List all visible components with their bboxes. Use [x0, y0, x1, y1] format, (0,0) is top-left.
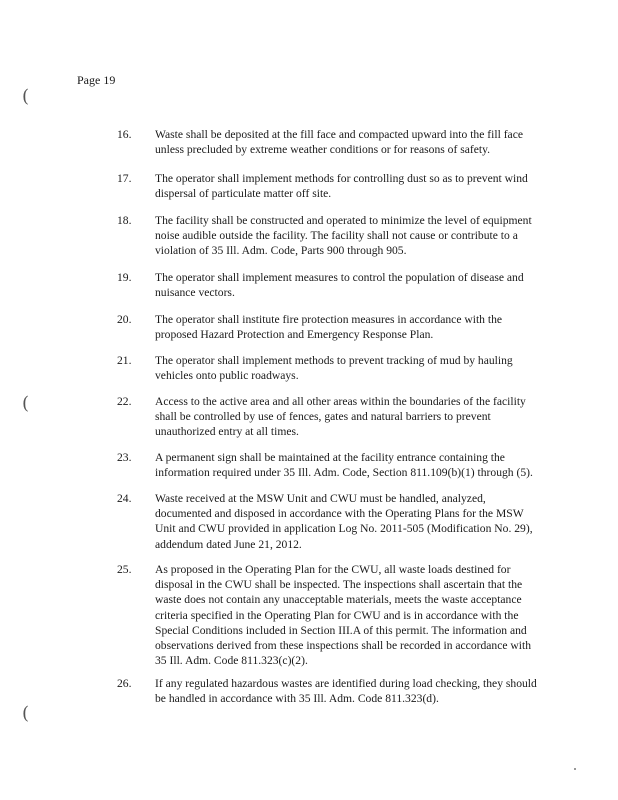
condition-number: 24. — [117, 492, 132, 505]
condition-item — [117, 491, 562, 552]
condition-text: If any regulated hazardous wastes are identified during load checking, they should be handled in accordance with 35 Ill. Adm. Code 811.323(d). — [155, 677, 537, 706]
condition-item — [117, 394, 562, 440]
condition-text: The operator shall institute fire protection measures in accordance with the proposed Hazard Protection and Emergency Response Plan. — [155, 313, 503, 342]
condition-item — [117, 312, 562, 342]
condition-text: The facility shall be constructed and operated to minimize the level of equipment noise audible outside the facility. The facility shall not cause or contribute to a violation of 35 Ill. Adm. Code, Parts 900 through 905. — [155, 214, 532, 258]
condition-item — [117, 127, 562, 157]
condition-number: 22. — [117, 395, 132, 408]
condition-text: Waste shall be deposited at the fill face and compacted upward into the fill face unless precluded by extreme weather conditions or for reasons of safety. — [155, 128, 523, 157]
condition-text: As proposed in the Operating Plan for the CWU, all waste loads destined for disposal in the CWU shall be inspected. The inspections shall ascertain that the waste does not contain any unacceptable materials, meets the waste acceptance criteria specified in the Operating Plan for CWU and is in accordance with the Special Conditions included in Section III.A of this permit. The information and observations derived from these inspections shall be recorded in accordance with 35 Ill. Adm. Code 811.323(c)(2). — [155, 563, 532, 668]
condition-item — [117, 676, 562, 706]
condition-text: Access to the active area and all other areas within the boundaries of the facility shall be controlled by use of fences, gates and natural barriers to prevent unauthorized entry at all times. — [155, 395, 526, 439]
scan-speck — [574, 768, 576, 770]
condition-number: 25. — [117, 563, 132, 576]
condition-number: 18. — [117, 214, 132, 227]
condition-text: Waste received at the MSW Unit and CWU must be handled, analyzed, documented and disposed in accordance with the Operating Plans for the MSW Unit and CWU provided in application Log No. 2011-505 (Modification No. 29), addendum dated June 21, 2012. — [155, 492, 533, 551]
condition-number: 20. — [117, 313, 132, 326]
condition-text: The operator shall implement methods for controlling dust so as to prevent wind dispersal of particulate matter off site. — [155, 172, 528, 201]
punch-hole-mark-middle: ( — [22, 393, 30, 414]
condition-number: 19. — [117, 271, 132, 284]
condition-number: 21. — [117, 354, 132, 367]
punch-hole-mark-bottom: ( — [22, 703, 30, 724]
condition-item — [117, 450, 562, 480]
condition-number: 23. — [117, 451, 132, 464]
condition-number: 16. — [117, 128, 132, 141]
condition-item — [117, 171, 562, 201]
condition-text: The operator shall implement methods to prevent tracking of mud by hauling vehicles onto public roadways. — [155, 354, 513, 383]
condition-number: 26. — [117, 677, 132, 690]
condition-text: The operator shall implement measures to control the population of disease and nuisance vectors. — [155, 271, 524, 300]
page-number-label: Page 19 — [77, 73, 116, 87]
condition-item — [117, 270, 562, 300]
condition-item — [117, 353, 562, 383]
condition-item — [117, 213, 562, 259]
punch-hole-mark-top: ( — [22, 86, 30, 107]
condition-item — [117, 562, 562, 668]
condition-number: 17. — [117, 172, 132, 185]
condition-text: A permanent sign shall be maintained at the facility entrance containing the information required under 35 Ill. Adm. Code, Section 811.109(b)(1) through (5). — [155, 451, 533, 480]
